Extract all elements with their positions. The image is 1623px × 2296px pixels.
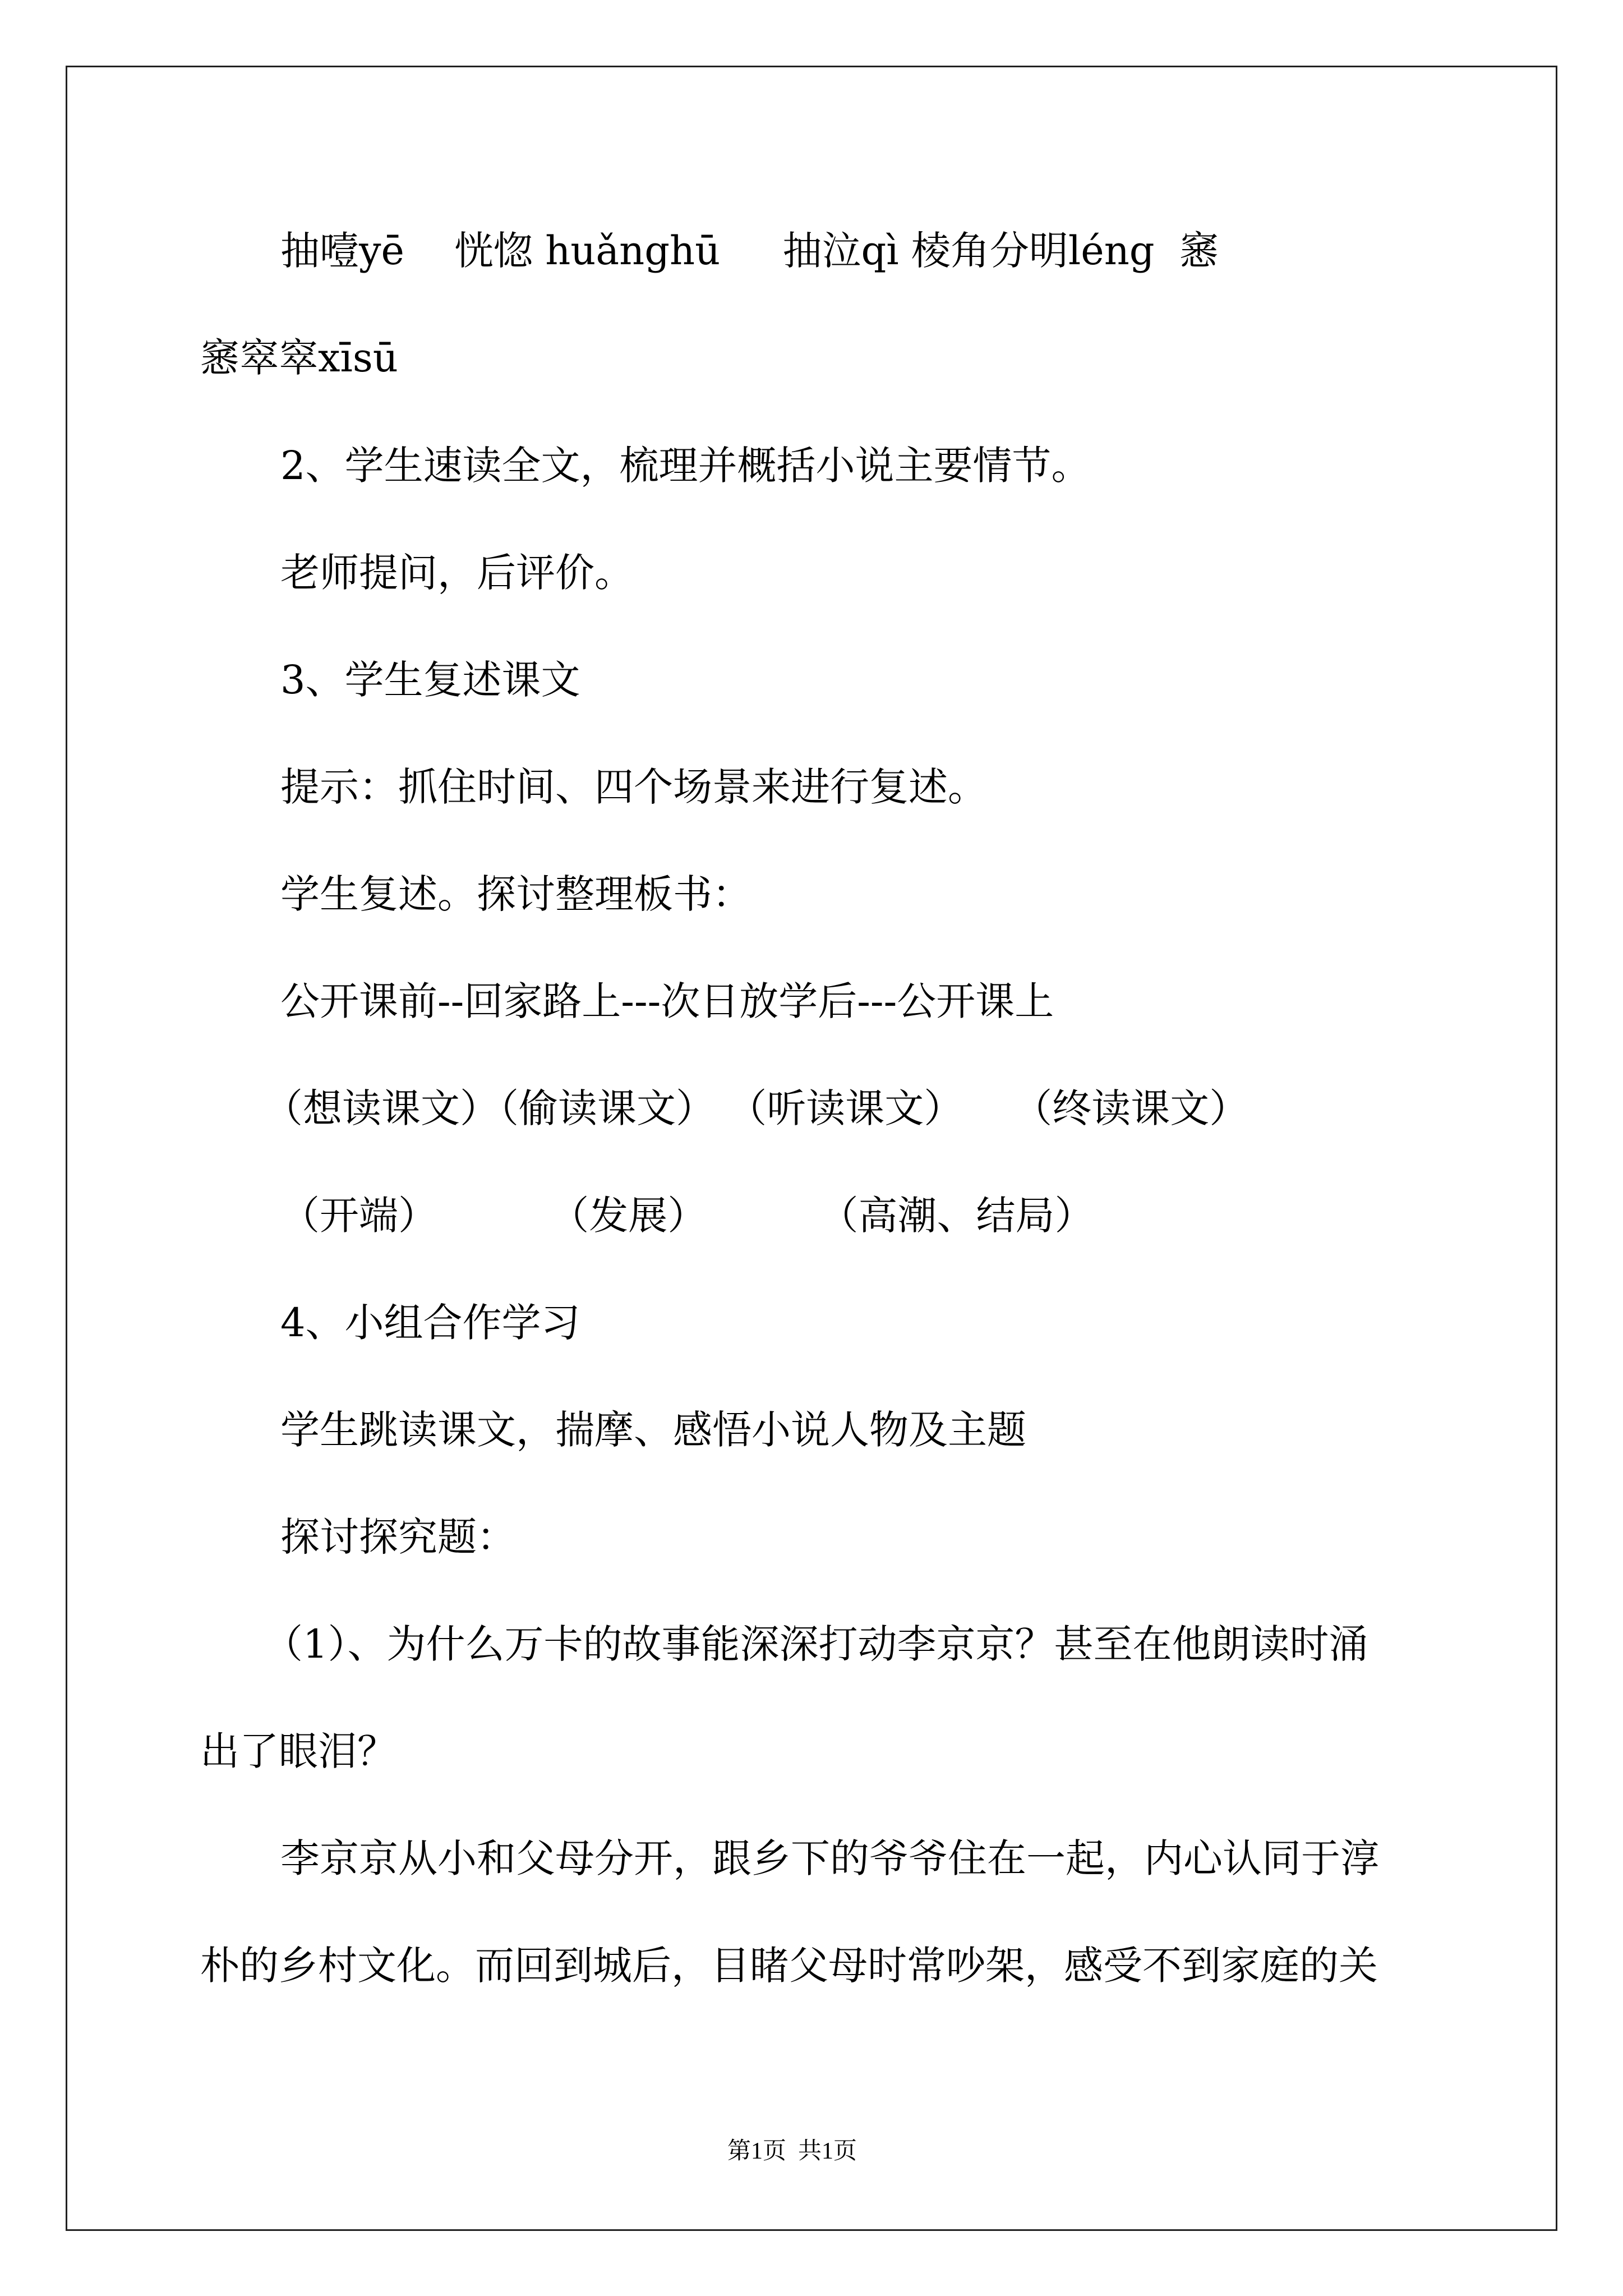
board-plan-readings: （想读课文）（偷读课文） （听读课文） （终读课文） [264, 1085, 1249, 1131]
paragraph-text: 学生复述。探讨整理板书： [280, 871, 751, 917]
pinyin-vocab-line-1: 抽噎yē 恍惚 huǎnghū 抽泣qì 棱角分明léng 窸 [280, 228, 1219, 274]
answer-paragraph: 李京京从小和父母分开，跟乡下的爷爷住在一起，内心认同于淳 [280, 1835, 1380, 1881]
page-number: 第1页 共1页 [727, 2138, 857, 2164]
answer-paragraph-cont: 朴的乡村文化。而回到城后，目睹父母时常吵架，感受不到家庭的关 [200, 1943, 1378, 1989]
pinyin-vocab-line-2: 窸窣窣xīsū [200, 335, 398, 381]
board-plan-stages: （开端） （发展） （高潮、结局） [280, 1193, 1094, 1239]
question-1-cont: 出了眼泪？ [200, 1728, 396, 1774]
paragraph-text: 学生跳读课文，揣摩、感悟小说人物及主题 [280, 1407, 1026, 1453]
page-border [66, 66, 1557, 2231]
board-plan-scenes: 公开课前--回家路上---次日放学后---公开课上 [280, 978, 1054, 1024]
step-4-heading: 4、小组合作学习 [280, 1300, 580, 1346]
step-2-heading: 2、学生速读全文，梳理并概括小说主要情节。 [280, 443, 1091, 489]
step-3-heading: 3、学生复述课文 [280, 657, 580, 703]
paragraph-text: 提示：抓住时间、四个场景来进行复述。 [280, 764, 987, 810]
paragraph-text: 老师提问，后评价。 [280, 550, 634, 596]
paragraph-text: 探讨探究题： [280, 1514, 516, 1560]
question-1: （1）、为什么万卡的故事能深深打动李京京？甚至在他朗读时涌 [264, 1621, 1368, 1667]
